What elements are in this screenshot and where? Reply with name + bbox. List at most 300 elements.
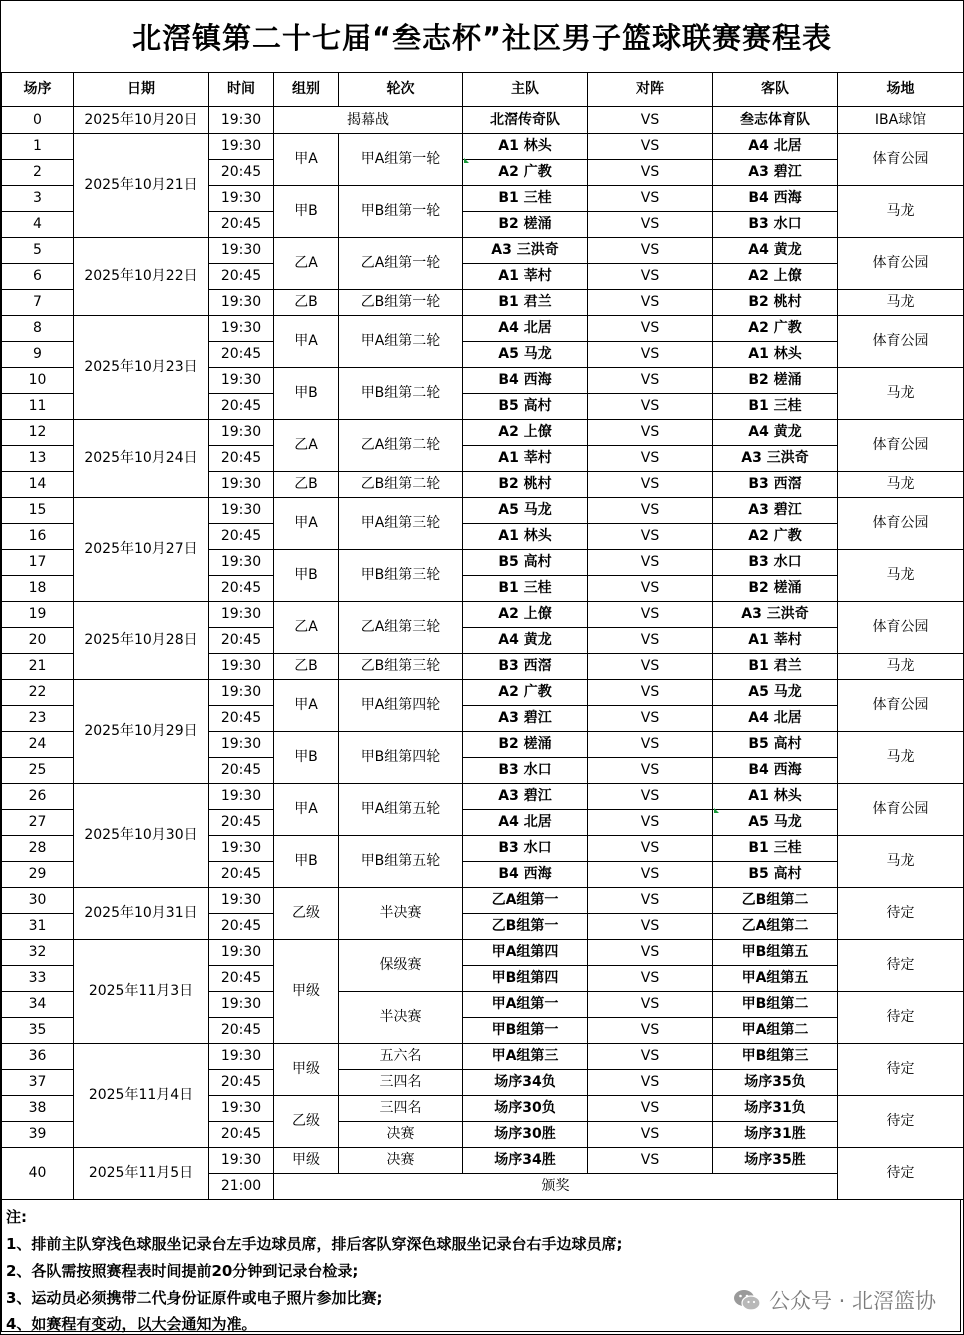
group-cell: 乙A	[274, 602, 339, 654]
away-team-cell: 甲B组第五	[713, 940, 838, 966]
date-cell: 2025年10月29日	[74, 680, 209, 784]
vs-cell: VS	[588, 966, 713, 992]
col-header-no: 场序	[2, 73, 74, 107]
date-cell: 2025年10月31日	[74, 888, 209, 940]
date-cell: 2025年10月24日	[74, 420, 209, 498]
note-item: 2、各队需按照赛程表时间提前20分钟到记录台检录;	[6, 1262, 359, 1280]
group-cell: 甲B	[274, 550, 339, 602]
table-row	[2, 316, 964, 342]
table-row	[2, 420, 964, 446]
away-team-cell: B2 槎涌	[713, 576, 838, 602]
date-cell: 2025年10月20日	[74, 107, 209, 134]
cell-comment-marker	[464, 158, 469, 163]
vs-cell: VS	[588, 706, 713, 732]
vs-cell: VS	[588, 1096, 713, 1122]
vs-cell: VS	[588, 1148, 713, 1174]
match-no-cell: 9	[2, 342, 74, 368]
venue-cell: 马龙	[838, 472, 964, 498]
match-no-cell: 24	[2, 732, 74, 758]
venue-cell: 待定	[838, 1096, 964, 1148]
round-cell: 甲A组第五轮	[339, 784, 463, 836]
time-cell: 19:30	[209, 940, 274, 966]
vs-cell: VS	[588, 342, 713, 368]
away-team-cell: A4 黄龙	[713, 420, 838, 446]
round-cell: 乙B组第二轮	[339, 472, 463, 498]
time-cell: 19:30	[209, 680, 274, 706]
away-team-cell: A2 上僚	[713, 264, 838, 290]
time-cell: 20:45	[209, 628, 274, 654]
time-cell: 19:30	[209, 498, 274, 524]
round-cell: 甲B组第四轮	[339, 732, 463, 784]
vs-cell: VS	[588, 680, 713, 706]
time-cell: 20:45	[209, 1070, 274, 1096]
table-row	[2, 107, 964, 134]
vs-cell: VS	[588, 1018, 713, 1044]
round-cell: 甲B组第二轮	[339, 368, 463, 420]
vs-cell: VS	[588, 732, 713, 758]
match-no-cell: 28	[2, 836, 74, 862]
group-cell: 甲级	[274, 1148, 339, 1174]
home-team-cell: B2 槎涌	[463, 732, 588, 758]
round-cell: 甲B组第一轮	[339, 186, 463, 238]
away-team-cell: A5 马龙	[713, 810, 838, 836]
vs-cell: VS	[588, 524, 713, 550]
match-no-cell: 2	[2, 160, 74, 186]
time-cell: 20:45	[209, 1018, 274, 1044]
date-cell: 2025年10月28日	[74, 602, 209, 680]
away-team-cell: 甲A组第二	[713, 1018, 838, 1044]
home-team-cell: 甲A组第四	[463, 940, 588, 966]
time-cell: 19:30	[209, 732, 274, 758]
group-cell: 甲级	[274, 1044, 339, 1096]
round-cell: 乙A组第三轮	[339, 602, 463, 654]
vs-cell: VS	[588, 550, 713, 576]
home-team-cell: B2 桃村	[463, 472, 588, 498]
home-team-cell: A1 莘村	[463, 264, 588, 290]
match-no-cell: 8	[2, 316, 74, 342]
vs-cell: VS	[588, 212, 713, 238]
round-cell: 五六名	[339, 1044, 463, 1070]
home-team-cell: 甲A组第一	[463, 992, 588, 1018]
match-no-cell: 3	[2, 186, 74, 212]
schedule-body	[2, 107, 964, 1200]
vs-cell: VS	[588, 446, 713, 472]
wechat-icon	[733, 1288, 761, 1312]
home-team-cell: B5 高村	[463, 550, 588, 576]
vs-cell: VS	[588, 134, 713, 160]
away-team-cell: B4 西海	[713, 186, 838, 212]
time-cell: 20:45	[209, 264, 274, 290]
home-team-cell: A4 北居	[463, 810, 588, 836]
table-row	[2, 1148, 964, 1174]
away-team-cell: 甲B组第二	[713, 992, 838, 1018]
home-team-cell: A4 黄龙	[463, 628, 588, 654]
home-team-cell: 场序34负	[463, 1070, 588, 1096]
home-team-cell: 场序30胜	[463, 1122, 588, 1148]
date-cell: 2025年10月22日	[74, 238, 209, 316]
away-team-cell: A4 北居	[713, 134, 838, 160]
cell-comment-marker	[714, 808, 719, 813]
time-cell: 19:30	[209, 316, 274, 342]
vs-cell: VS	[588, 862, 713, 888]
time-cell: 20:45	[209, 576, 274, 602]
match-no-cell: 21	[2, 654, 74, 680]
away-team-cell: A5 马龙	[713, 680, 838, 706]
vs-cell: VS	[588, 888, 713, 914]
home-team-cell: 乙B组第一	[463, 914, 588, 940]
time-cell: 19:30	[209, 107, 274, 134]
match-no-cell: 25	[2, 758, 74, 784]
time-cell: 19:30	[209, 1096, 274, 1122]
home-team-cell: B3 水口	[463, 836, 588, 862]
page-title: 北滘镇第二十七届“叁志杯”社区男子篮球联赛赛程表	[131, 20, 833, 55]
away-team-cell: A2 广教	[713, 524, 838, 550]
vs-cell: VS	[588, 186, 713, 212]
date-cell: 2025年10月30日	[74, 784, 209, 888]
match-no-cell: 26	[2, 784, 74, 810]
home-team-cell: 甲B组第四	[463, 966, 588, 992]
group-cell: 乙级	[274, 1096, 339, 1148]
note-item: 3、运动员必须携带二代身份证原件或电子照片参加比赛;	[6, 1289, 383, 1307]
home-team-cell: B1 君兰	[463, 290, 588, 316]
match-no-cell: 31	[2, 914, 74, 940]
home-team-cell: B2 槎涌	[463, 212, 588, 238]
home-team-cell: 场序30负	[463, 1096, 588, 1122]
venue-cell: 待定	[838, 940, 964, 992]
venue-cell: 体育公园	[838, 602, 964, 654]
time-cell: 19:30	[209, 1044, 274, 1070]
match-no-cell: 19	[2, 602, 74, 628]
round-cell: 三四名	[339, 1070, 463, 1096]
venue-cell: 待定	[838, 888, 964, 940]
col-header-vs: 对阵	[588, 73, 713, 107]
time-cell: 19:30	[209, 1148, 274, 1174]
match-no-cell: 40	[2, 1148, 74, 1200]
col-header-date: 日期	[74, 73, 209, 107]
away-team-cell: 乙A组第二	[713, 914, 838, 940]
vs-cell: VS	[588, 316, 713, 342]
away-team-cell: 甲B组第三	[713, 1044, 838, 1070]
group-cell: 甲B	[274, 368, 339, 420]
table-row	[2, 238, 964, 264]
away-team-cell: B1 三桂	[713, 836, 838, 862]
home-team-cell: B5 高村	[463, 394, 588, 420]
vs-cell: VS	[588, 784, 713, 810]
time-cell: 20:45	[209, 706, 274, 732]
away-team-cell: 场序35胜	[713, 1148, 838, 1174]
vs-cell: VS	[588, 914, 713, 940]
time-cell: 19:30	[209, 550, 274, 576]
home-team-cell: B4 西海	[463, 368, 588, 394]
match-no-cell: 32	[2, 940, 74, 966]
vs-cell: VS	[588, 472, 713, 498]
vs-cell: VS	[588, 107, 713, 134]
away-team-cell: B3 水口	[713, 212, 838, 238]
home-team-cell: A1 林头	[463, 524, 588, 550]
home-team-cell: B3 西滘	[463, 654, 588, 680]
home-team-cell: A2 广教	[463, 680, 588, 706]
time-cell: 19:30	[209, 420, 274, 446]
venue-cell: 马龙	[838, 836, 964, 888]
match-no-cell: 14	[2, 472, 74, 498]
home-team-cell: A1 莘村	[463, 446, 588, 472]
round-cell: 乙A组第二轮	[339, 420, 463, 472]
time-cell: 20:45	[209, 758, 274, 784]
away-team-cell: A3 三洪奇	[713, 446, 838, 472]
col-header-time: 时间	[209, 73, 274, 107]
col-header-venue: 场地	[838, 73, 964, 107]
group-cell: 甲B	[274, 732, 339, 784]
date-cell: 2025年11月3日	[74, 940, 209, 1044]
home-team-cell: A5 马龙	[463, 342, 588, 368]
away-team-cell: B2 桃村	[713, 290, 838, 316]
home-team-cell: 甲B组第一	[463, 1018, 588, 1044]
away-team-cell: B5 高村	[713, 862, 838, 888]
schedule-table	[1, 72, 964, 1200]
match-no-cell: 4	[2, 212, 74, 238]
time-cell: 19:30	[209, 290, 274, 316]
round-cell: 保级赛	[339, 940, 463, 992]
venue-cell: 体育公园	[838, 498, 964, 550]
home-team-cell: A1 林头	[463, 134, 588, 160]
away-team-cell: A1 莘村	[713, 628, 838, 654]
vs-cell: VS	[588, 576, 713, 602]
away-team-cell: A1 林头	[713, 784, 838, 810]
group-cell: 乙A	[274, 238, 339, 290]
venue-cell: 体育公园	[838, 680, 964, 732]
vs-cell: VS	[588, 498, 713, 524]
match-no-cell: 7	[2, 290, 74, 316]
venue-cell: 待定	[838, 1044, 964, 1096]
header-row	[2, 73, 964, 107]
time-cell: 20:45	[209, 394, 274, 420]
watermark	[733, 1285, 936, 1315]
match-no-cell: 20	[2, 628, 74, 654]
away-team-cell: A4 黄龙	[713, 238, 838, 264]
away-team-cell: A3 三洪奇	[713, 602, 838, 628]
away-team-cell: A3 碧江	[713, 160, 838, 186]
vs-cell: VS	[588, 394, 713, 420]
venue-cell: 体育公园	[838, 420, 964, 472]
match-no-cell: 38	[2, 1096, 74, 1122]
group-cell: 乙A	[274, 420, 339, 472]
match-no-cell: 22	[2, 680, 74, 706]
match-no-cell: 16	[2, 524, 74, 550]
round-cell: 半决赛	[339, 888, 463, 940]
vs-cell: VS	[588, 1122, 713, 1148]
time-cell: 19:30	[209, 784, 274, 810]
match-no-cell: 37	[2, 1070, 74, 1096]
match-no-cell: 5	[2, 238, 74, 264]
group-cell: 甲A	[274, 680, 339, 732]
round-cell: 乙B组第三轮	[339, 654, 463, 680]
table-row	[2, 888, 964, 914]
time-cell: 20:45	[209, 966, 274, 992]
away-team-cell: A4 北居	[713, 706, 838, 732]
award-cell: 颁奖	[274, 1174, 838, 1200]
venue-cell: 体育公园	[838, 316, 964, 368]
time-cell: 20:45	[209, 212, 274, 238]
vs-cell: VS	[588, 836, 713, 862]
table-row	[2, 940, 964, 966]
away-team-cell: A1 林头	[713, 342, 838, 368]
round-cell: 甲B组第三轮	[339, 550, 463, 602]
round-cell: 甲A组第一轮	[339, 134, 463, 186]
time-cell: 19:30	[209, 238, 274, 264]
away-team-cell: B3 水口	[713, 550, 838, 576]
home-team-cell: 甲A组第三	[463, 1044, 588, 1070]
date-cell: 2025年10月21日	[74, 134, 209, 238]
match-no-cell: 1	[2, 134, 74, 160]
group-cell: 乙级	[274, 888, 339, 940]
away-team-cell: B4 西海	[713, 758, 838, 784]
match-no-cell: 34	[2, 992, 74, 1018]
home-team-cell: B1 三桂	[463, 576, 588, 602]
time-cell: 20:45	[209, 160, 274, 186]
time-cell: 20:45	[209, 342, 274, 368]
date-cell: 2025年11月5日	[74, 1148, 209, 1200]
match-no-cell: 39	[2, 1122, 74, 1148]
group-cell: 甲A	[274, 316, 339, 368]
vs-cell: VS	[588, 160, 713, 186]
away-team-cell: 叁志体育队	[713, 107, 838, 134]
home-team-cell: 乙A组第一	[463, 888, 588, 914]
group-cell: 甲级	[274, 940, 339, 1044]
round-cell: 甲A组第四轮	[339, 680, 463, 732]
group-cell: 甲A	[274, 498, 339, 550]
vs-cell: VS	[588, 420, 713, 446]
match-no-cell: 23	[2, 706, 74, 732]
match-no-cell: 35	[2, 1018, 74, 1044]
venue-cell: 体育公园	[838, 784, 964, 836]
home-team-cell: A4 北居	[463, 316, 588, 342]
match-no-cell: 18	[2, 576, 74, 602]
vs-cell: VS	[588, 1044, 713, 1070]
home-team-cell: B1 三桂	[463, 186, 588, 212]
group-cell: 乙B	[274, 654, 339, 680]
group-cell: 甲A	[274, 134, 339, 186]
vs-cell: VS	[588, 940, 713, 966]
note-item: 4、如赛程有变动，以大会通知为准。	[6, 1315, 257, 1333]
home-team-cell: A3 三洪奇	[463, 238, 588, 264]
round-cell: 决赛	[339, 1148, 463, 1174]
table-row	[2, 784, 964, 810]
round-cell: 三四名	[339, 1096, 463, 1122]
vs-cell: VS	[588, 654, 713, 680]
match-no-cell: 11	[2, 394, 74, 420]
away-team-cell: B1 君兰	[713, 654, 838, 680]
time-cell: 21:00	[209, 1174, 274, 1200]
round-cell: 甲B组第五轮	[339, 836, 463, 888]
time-cell: 19:30	[209, 992, 274, 1018]
table-row	[2, 680, 964, 706]
vs-cell: VS	[588, 992, 713, 1018]
venue-cell: 体育公园	[838, 134, 964, 186]
venue-cell: 马龙	[838, 290, 964, 316]
time-cell: 20:45	[209, 862, 274, 888]
home-team-cell: A3 碧江	[463, 784, 588, 810]
vs-cell: VS	[588, 368, 713, 394]
home-team-cell: B4 西海	[463, 862, 588, 888]
round-cell: 甲A组第二轮	[339, 316, 463, 368]
match-no-cell: 10	[2, 368, 74, 394]
away-team-cell: 场序31负	[713, 1096, 838, 1122]
match-no-cell: 33	[2, 966, 74, 992]
venue-cell: 马龙	[838, 186, 964, 238]
time-cell: 19:30	[209, 888, 274, 914]
group-cell: 甲B	[274, 186, 339, 238]
home-team-cell: B3 水口	[463, 758, 588, 784]
time-cell: 19:30	[209, 472, 274, 498]
time-cell: 19:30	[209, 602, 274, 628]
col-header-round: 轮次	[339, 73, 463, 107]
home-team-cell: 场序34胜	[463, 1148, 588, 1174]
home-team-cell: A2 广教	[463, 160, 588, 186]
vs-cell: VS	[588, 290, 713, 316]
venue-cell: IBA球馆	[838, 107, 964, 134]
vs-cell: VS	[588, 602, 713, 628]
date-cell: 2025年10月23日	[74, 316, 209, 420]
round-cell: 半决赛	[339, 992, 463, 1044]
group-cell: 甲A	[274, 784, 339, 836]
date-cell: 2025年11月4日	[74, 1044, 209, 1148]
match-no-cell: 15	[2, 498, 74, 524]
venue-cell: 体育公园	[838, 238, 964, 290]
match-no-cell: 0	[2, 107, 74, 134]
vs-cell: VS	[588, 628, 713, 654]
away-team-cell: A2 广教	[713, 316, 838, 342]
group-cell: 乙B	[274, 472, 339, 498]
time-cell: 19:30	[209, 836, 274, 862]
vs-cell: VS	[588, 264, 713, 290]
vs-cell: VS	[588, 1070, 713, 1096]
round-cell: 乙A组第一轮	[339, 238, 463, 290]
time-cell: 20:45	[209, 914, 274, 940]
table-row	[2, 498, 964, 524]
vs-cell: VS	[588, 810, 713, 836]
away-team-cell: 场序35负	[713, 1070, 838, 1096]
table-row	[2, 602, 964, 628]
venue-cell: 待定	[838, 992, 964, 1044]
venue-cell: 马龙	[838, 550, 964, 602]
vs-cell: VS	[588, 238, 713, 264]
venue-cell: 待定	[838, 1148, 964, 1200]
group-cell: 甲B	[274, 836, 339, 888]
home-team-cell: A2 上僚	[463, 602, 588, 628]
col-header-home: 主队	[463, 73, 588, 107]
round-cell: 揭幕战	[274, 107, 463, 134]
table-row	[2, 1044, 964, 1070]
watermark-text: 公众号 · 北滘篮协	[768, 1289, 936, 1313]
venue-cell: 马龙	[838, 732, 964, 784]
venue-cell: 马龙	[838, 368, 964, 420]
col-header-group: 组别	[274, 73, 339, 107]
notes-label: 注:	[6, 1208, 27, 1226]
match-no-cell: 30	[2, 888, 74, 914]
away-team-cell: B5 高村	[713, 732, 838, 758]
time-cell: 20:45	[209, 524, 274, 550]
match-no-cell: 29	[2, 862, 74, 888]
time-cell: 19:30	[209, 654, 274, 680]
time-cell: 20:45	[209, 446, 274, 472]
match-no-cell: 17	[2, 550, 74, 576]
away-team-cell: A3 碧江	[713, 498, 838, 524]
vs-cell: VS	[588, 758, 713, 784]
venue-cell: 马龙	[838, 654, 964, 680]
away-team-cell: B3 西滘	[713, 472, 838, 498]
match-no-cell: 12	[2, 420, 74, 446]
col-header-away: 客队	[713, 73, 838, 107]
